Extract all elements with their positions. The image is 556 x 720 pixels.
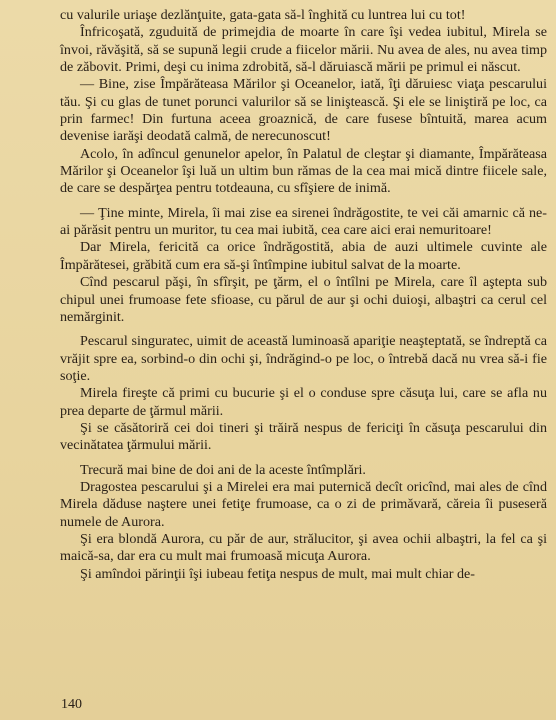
paragraph-3: — Bine, zise Împărăteasa Mărilor şi Oceanelor, iată, îţi dăruiesc viaţa pescarului tău. Şi cu glas de tunet porunci valurilor să se liniştească. Şi ele se liniştiră pe loc, ca prin farmec! Din furtuna aceea groaznică, de care fusese bîntuită, marea acum devenise iarăşi deodată calmă, de nerecunoscut! <box>60 76 547 145</box>
paragraph-1: cu valurile uriaşe dezlănţuite, gata-gata să-l înghită cu luntrea lui cu tot! <box>60 7 466 23</box>
paragraph-12: Dragostea pescarului şi a Mirelei era mai puternică decît oricînd, mai ales de cînd Mirela dăduse naştere unei fetiţe frumoase, ca o zi de primăvară, căreia îi puseseră numele de Aurora. <box>60 478 547 530</box>
page-number: 140 <box>61 697 82 712</box>
body-text <box>60 7 547 583</box>
paragraph-14: Şi amîndoi părinţii îşi iubeau fetiţa nespus de mult, mai mult chiar de- <box>80 565 475 582</box>
paragraph-5: — Ţine minte, Mirela, îi mai zise ea sirenei îndrăgostite, te vei căi amarnic că ne-ai părăsit pentru un muritor, tu cea mai iubită, cea care aici erai nemuritoare! <box>60 204 547 239</box>
paragraph-9: Mirela fireşte că primi cu bucurie şi el o conduse spre căsuţa lui, care se afla nu prea departe de ţărmul mării. <box>60 385 547 419</box>
paragraph-2: Înfricoşată, zguduită de primejdia de moarte în care îşi vedea iubitul, Mirela se învoi, răvăşită, să se supună legii crude a fiicelor mării. Nu avea de ales, nu avea timp de zăbovit. Primi, deşi cu inima zdrobită, să-l dăruiască mării pe primul ei născut. <box>60 24 547 76</box>
paragraph-8: Pescarul singuratec, uimit de această luminoasă apariţie neaşteptată, se îndreptă ca vrăjit spre ea, sorbind-o din ochi şi, îndrăgind-o pe loc, o întrebă dacă nu vrea să-i fie soţie. <box>60 333 547 384</box>
paragraph-10: Şi se căsătoriră cei doi tineri şi trăiră nespus de fericiţi în căsuţa pescarului din vecinătatea ţărmului mării. <box>60 419 547 454</box>
paragraph-13: Şi era blondă Aurora, cu păr de aur, strălucitor, şi avea ochii albaştri, la fel ca şi maică-sa, dar era cu mult mai frumoasă micuţa Aurora. <box>60 530 547 565</box>
paragraph-11: Trecură mai bine de doi ani de la aceste întîmplări. <box>80 461 366 478</box>
paragraph-6: Dar Mirela, fericită ca orice îndrăgostită, abia de auzi ultimele cuvinte ale Împărătesei, grăbită cum era să-şi întîmpine iubitul salvat de la moarte. <box>60 239 547 273</box>
paragraph-7: Cînd pescarul păşi, în sfîrşit, pe ţărm, el o întîlni pe Mirela, care îl aştepta sub chipul unei frumoase fete sfioase, cu părul de aur şi ochi duioşi, albaştri ca cerul cel nemărginit. <box>60 274 547 325</box>
paragraph-4: Acolo, în adîncul genunelor apelor, în Palatul de cleştar şi diamante, Împărăteasa Mărilor şi Oceanelor îşi luă un ultim bun rămas de la cea mai mică dintre fiicele sale, de care se despărţea pentru totdeauna, cu sfîşiere de inimă. <box>60 145 547 197</box>
